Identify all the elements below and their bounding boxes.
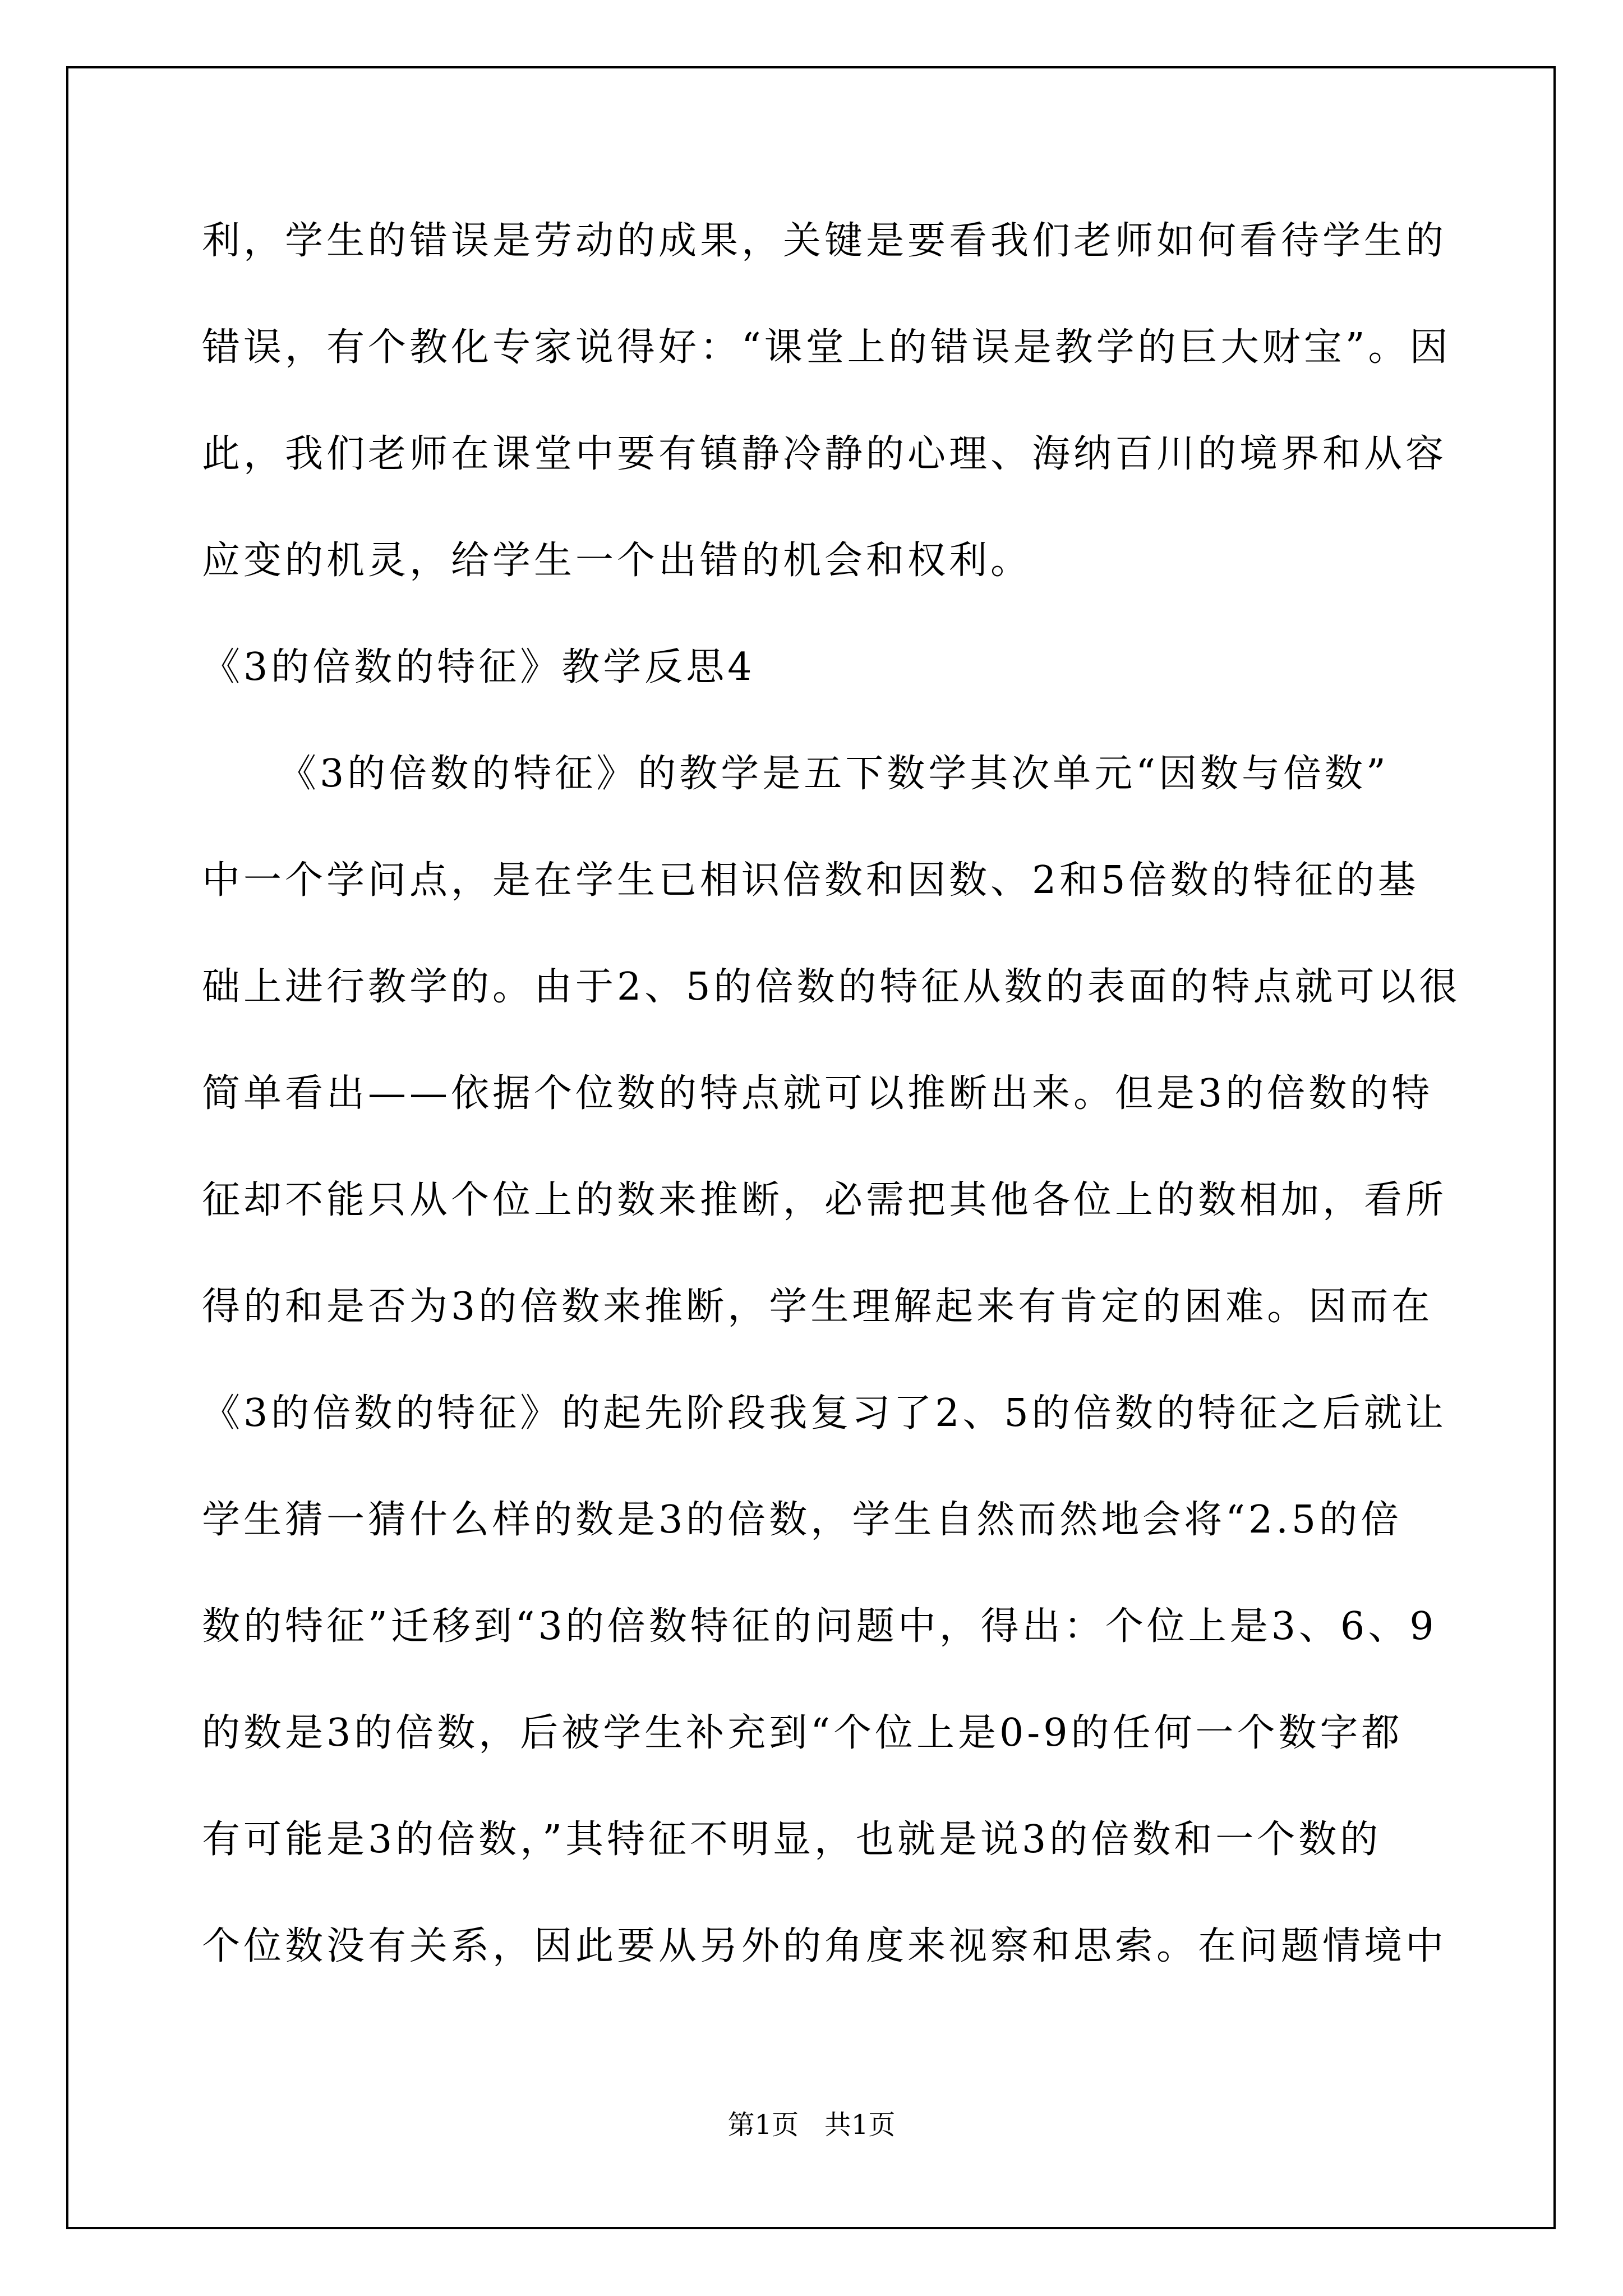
text-line: 此，我们老师在课堂中要有镇静冷静的心理、海纳百川的境界和从容 xyxy=(202,432,1447,476)
text-line: 得的和是否为3的倍数来推断，学生理解起来有肯定的困难。因而在 xyxy=(202,1285,1433,1329)
text-line: 数的特征”迁移到“3的倍数特征的问题中，得出：个位上是3、6、9 xyxy=(202,1604,1437,1649)
text-line: 个位数没有关系，因此要从另外的角度来视察和思索。在问题情境中 xyxy=(202,1924,1447,1968)
text-line: 征却不能只从个位上的数来推断，必需把其他各位上的数相加，看所 xyxy=(202,1178,1447,1222)
text-line: 应变的机灵，给学生一个出错的机会和权利。 xyxy=(202,539,1032,583)
text-line: 错误，有个教化专家说得好：“课堂上的错误是教学的巨大财宝”。因 xyxy=(202,325,1451,370)
text-line: 础上进行教学的。由于2、5的倍数的特征从数的表面的特点就可以很 xyxy=(202,965,1461,1009)
text-line: 中一个学问点，是在学生已相识倍数和因数、2和5倍数的特征的基 xyxy=(202,858,1419,903)
text-line: 学生猜一猜什么样的数是3的倍数，学生自然而然地会将“2.5的倍 xyxy=(202,1498,1403,1542)
text-line: 有可能是3的倍数，”其特征不明显，也就是说3的倍数和一个数的 xyxy=(202,1818,1382,1862)
section-heading: 《3的倍数的特征》教学反思4 xyxy=(202,645,755,689)
text-line: 简单看出——依据个位数的特点就可以推断出来。但是3的倍数的特 xyxy=(202,1071,1433,1116)
text-line: 《3的倍数的特征》的起先阶段我复习了2、5的倍数的特征之后就让 xyxy=(202,1391,1447,1435)
document-body xyxy=(202,208,1461,2019)
text-line: 利，学生的错误是劳动的成果，关键是要看我们老师如何看待学生的 xyxy=(202,219,1447,263)
text-line: 《3的倍数的特征》的教学是五下数学其次单元“因数与倍数” xyxy=(278,752,1389,796)
page-footer: 第1页 共1页 xyxy=(727,2109,896,2141)
text-line: 的数是3的倍数，后被学生补充到“个位上是0-9的任何一个数字都 xyxy=(202,1711,1403,1755)
